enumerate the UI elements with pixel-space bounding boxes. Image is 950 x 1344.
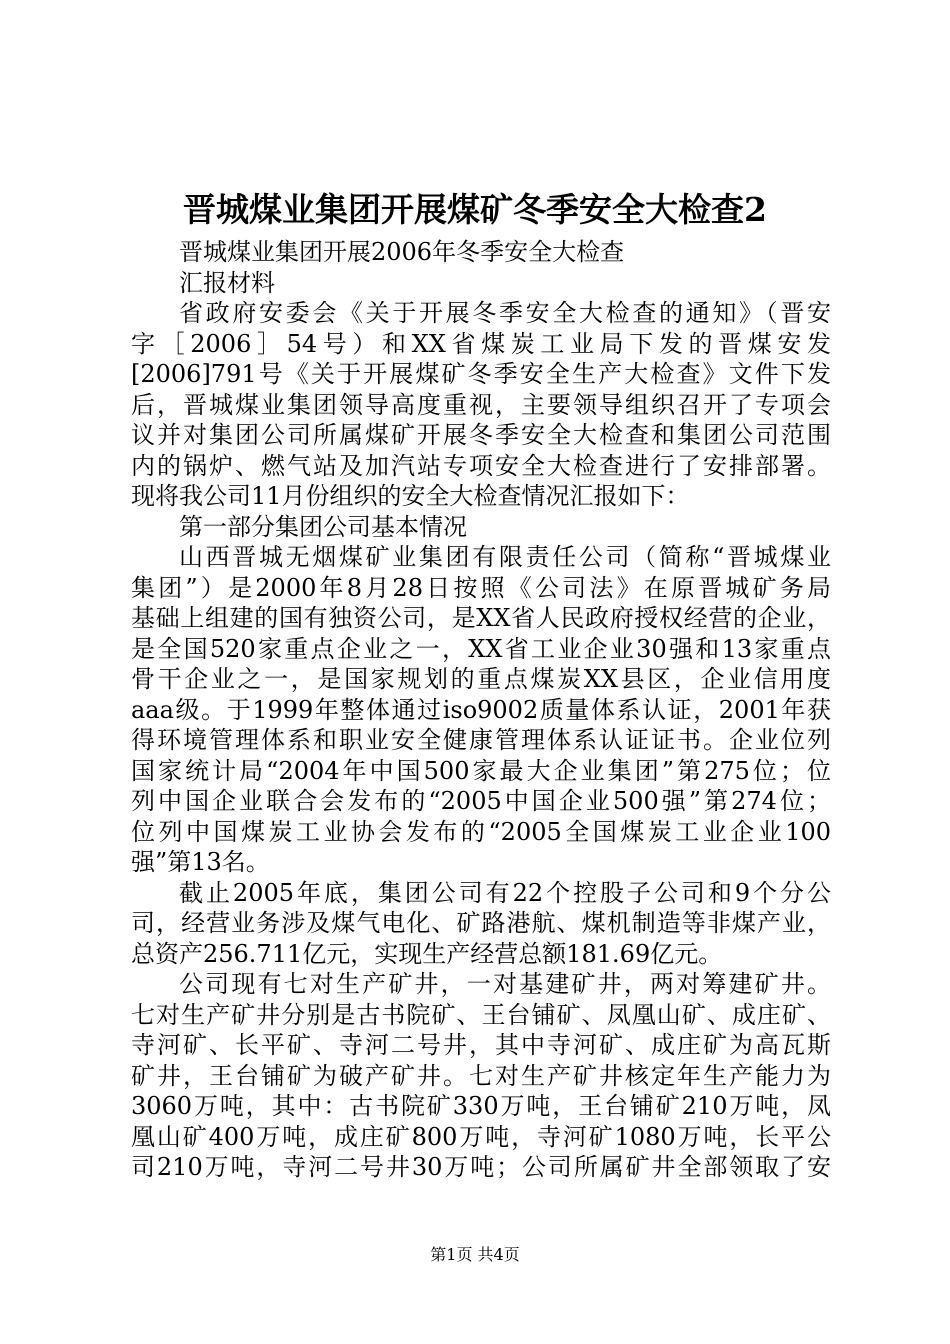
text-line: 山西晋城无烟煤矿业集团有限责任公司（简称“晋城煤业 [179,543,831,571]
text-line: 是全国520家重点企业之一，XX省工业企业30强和13家重点 [131,634,831,663]
text-line: 公司现有七对生产矿井，一对基建矿井，两对筹建矿井。 [179,970,831,998]
text-line: 内的锅炉、燃气站及加汽站专项安全大检查进行了安排部署。 [131,451,831,480]
text-line: 汇报材料 [179,268,275,297]
text-line: 字［2006］54号）和XX省煤炭工业局下发的晋煤安发 [131,329,831,358]
text-line: 议并对集团公司所属煤矿开展冬季安全大检查和集团公司范围 [131,421,831,449]
text-line: 省政府安委会《关于开展冬季安全大检查的通知》（晋安 [179,299,831,327]
text-line: 司210万吨，寺河二号井30万吨；公司所属矿井全部领取了安 [131,1153,831,1181]
text-line: 凰山矿400万吨，成庄矿800万吨，寺河矿1080万吨，长平公 [131,1122,831,1151]
text-line: aaa级。于1999年整体通过iso9002质量体系认证，2001年获 [131,695,831,724]
text-line: 矿井，王台铺矿为破产矿井。七对生产矿井核定年生产能力为 [131,1061,831,1090]
text-line: 国家统计局“2004年中国500家最大企业集团”第275位；位 [131,756,831,785]
text-line: 总资产256.711亿元，实现生产经营总额181.69亿元。 [131,939,723,968]
text-line: [2006]791号《关于开展煤矿冬季安全生产大检查》文件下发 [131,360,831,388]
text-line: 基础上组建的国有独资公司，是XX省人民政府授权经营的企业， [131,604,831,632]
text-line: 骨干企业之一，是国家规划的重点煤炭XX县区，企业信用度 [131,665,831,693]
page-footer: 第1页 共4页 [430,1245,520,1264]
text-line: 寺河矿、长平矿、寺河二号井，其中寺河矿、成庄矿为高瓦斯 [131,1031,831,1059]
text-line: 司，经营业务涉及煤气电化、矿路港航、煤机制造等非煤产业， [131,909,831,937]
text-line: 3060万吨，其中：古书院矿330万吨，王台铺矿210万吨，凤 [131,1092,831,1120]
text-line: 集团”）是2000年8月28日按照《公司法》在原晋城矿务局 [131,573,831,602]
text-line: 第一部分集团公司基本情况 [179,512,467,541]
text-line: 强”第13名。 [131,848,270,876]
document-body [131,237,831,1183]
text-line: 截止2005年底，集团公司有22个控股子公司和9个分公 [179,878,831,907]
text-line: 列中国企业联合会发布的“2005中国企业500强”第274位； [131,787,831,815]
text-line: 得环境管理体系和职业安全健康管理体系认证证书。企业位列 [131,726,831,754]
text-line: 后，晋城煤业集团领导高度重视，主要领导组织召开了专项会 [131,390,831,419]
text-line: 七对生产矿井分别是古书院矿、王台铺矿、凤凰山矿、成庄矿、 [131,1000,831,1029]
text-line: 现将我公司11月份组织的安全大检查情况汇报如下： [131,482,690,510]
document-title: 晋城煤业集团开展煤矿冬季安全大检查2 [183,190,767,229]
text-line: 晋城煤业集团开展2006年冬季安全大检查 [179,238,625,266]
text-line: 位列中国煤炭工业协会发布的“2005全国煤炭工业企业100 [131,817,831,846]
